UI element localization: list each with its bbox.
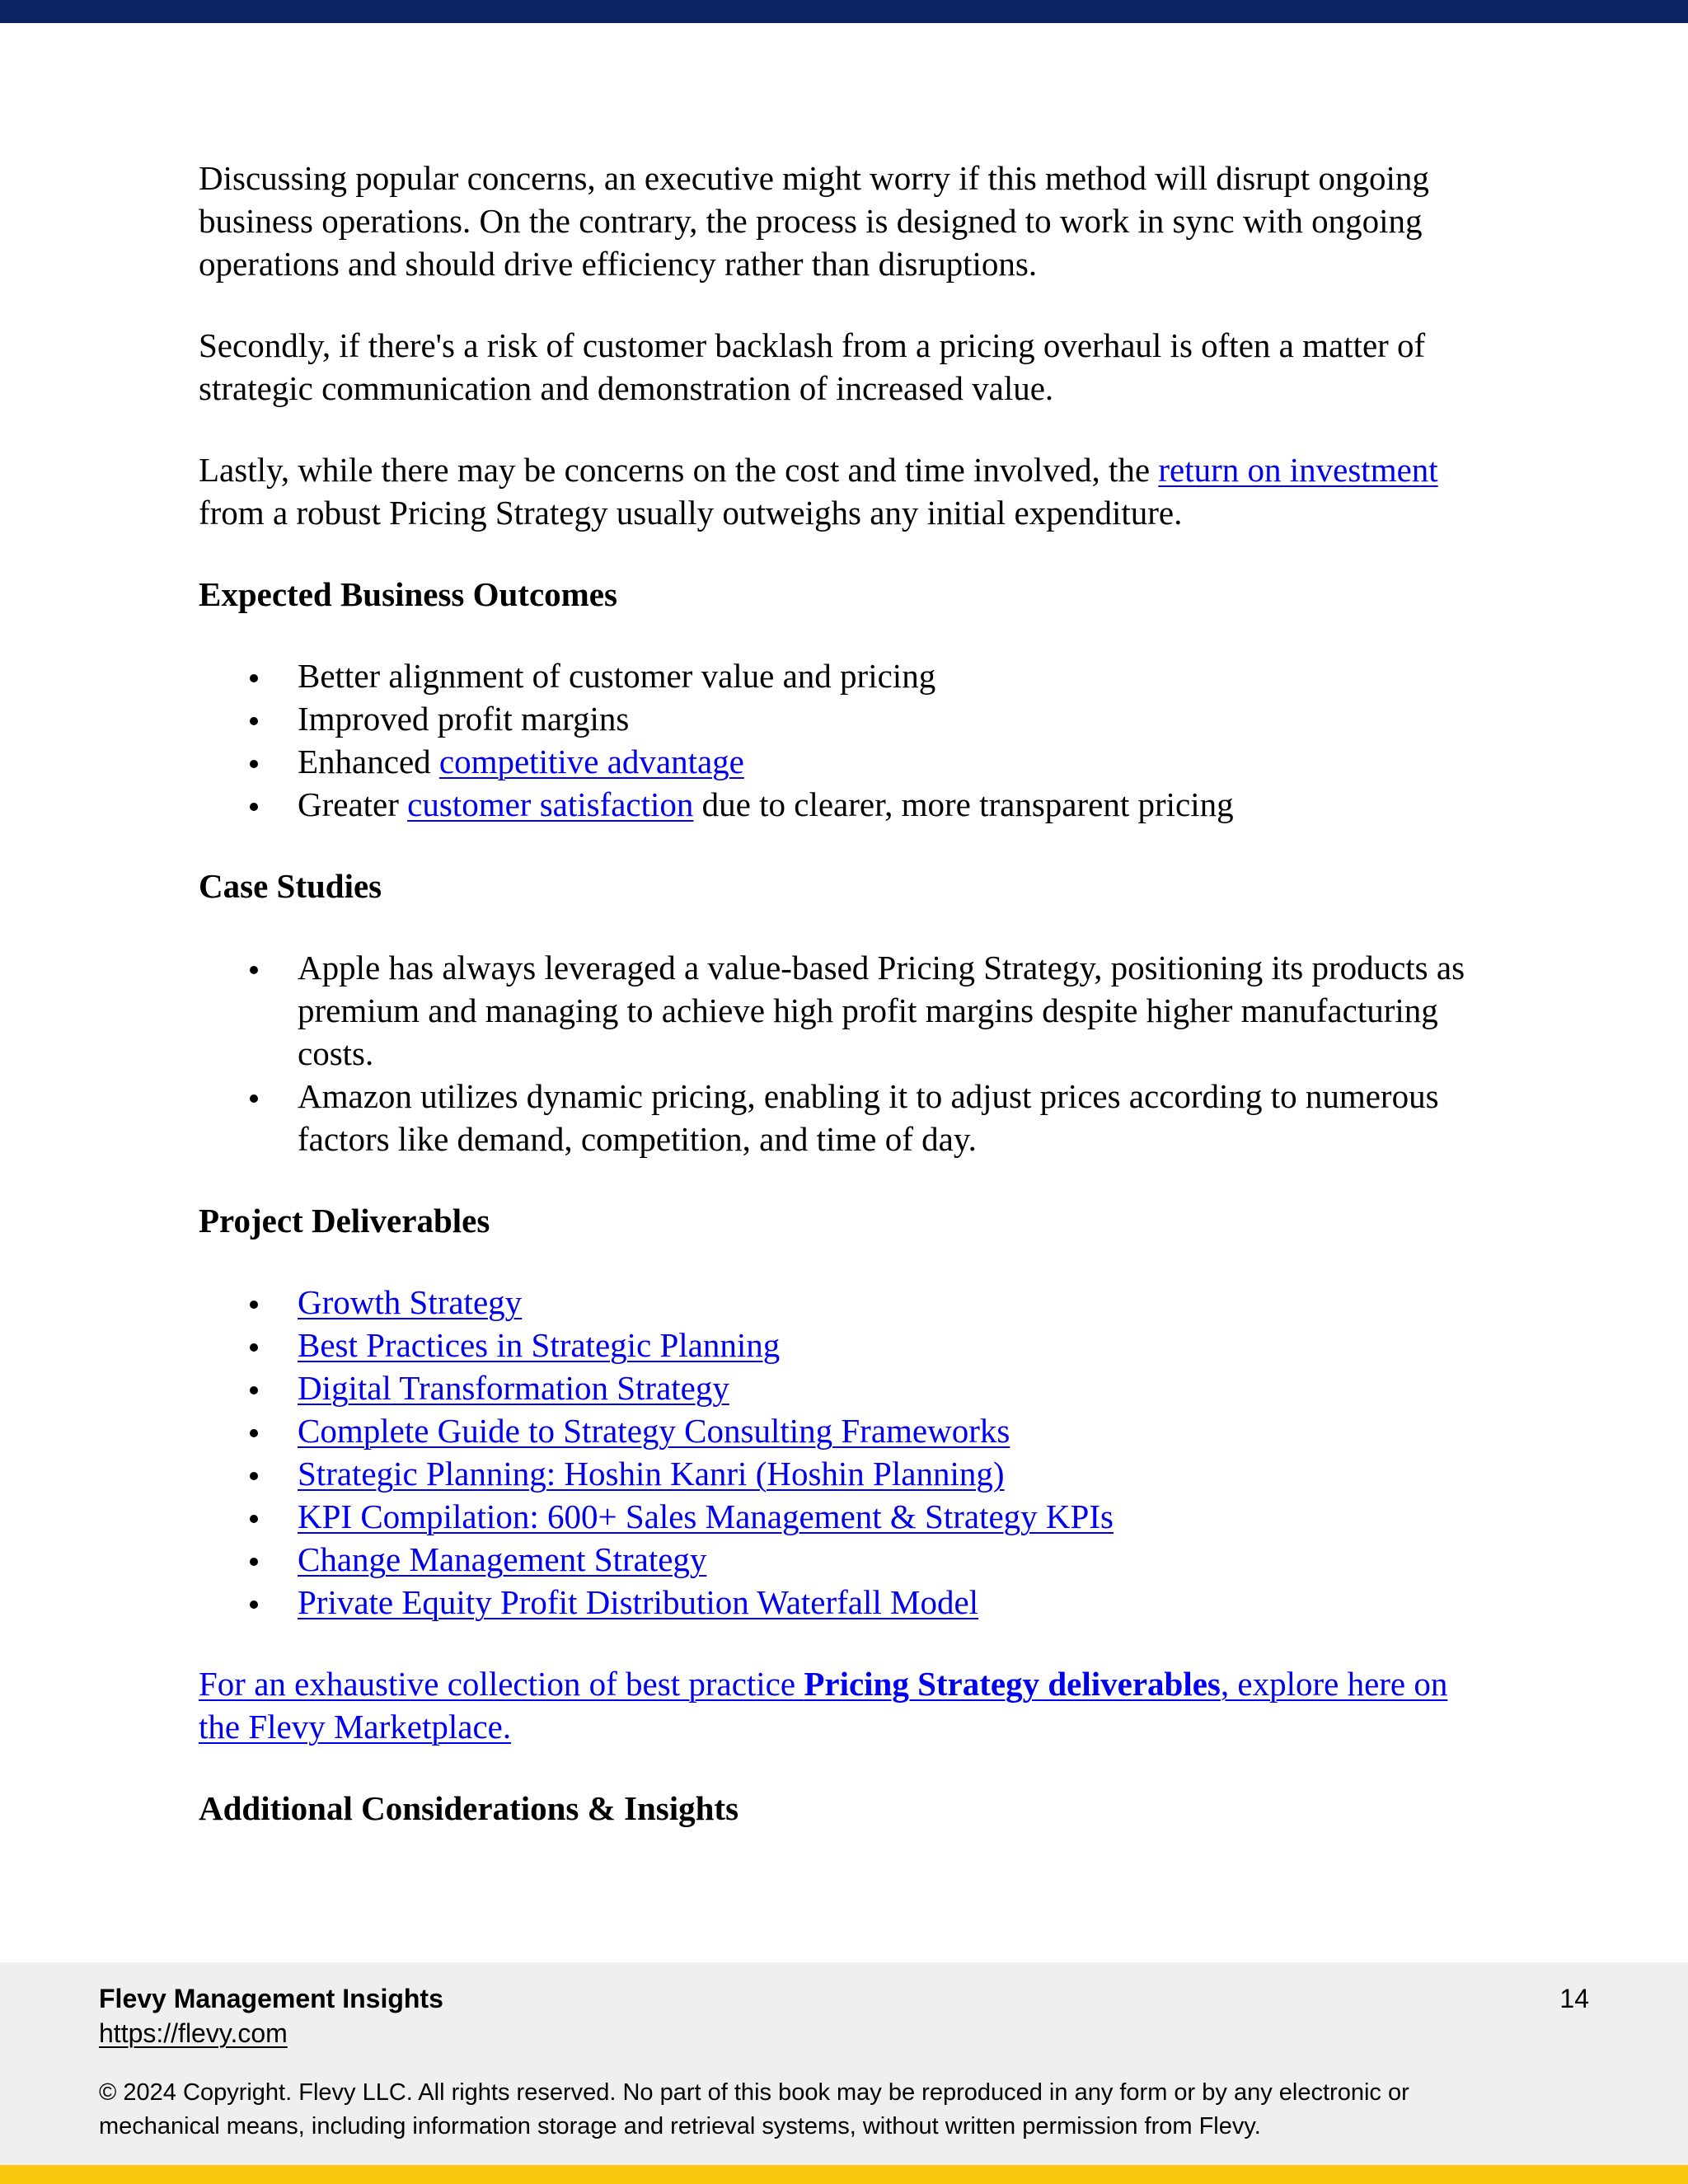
- list-item: [298, 654, 1493, 697]
- competitive-advantage-link[interactable]: competitive advantage: [438, 743, 744, 780]
- outcome-text-after: due to clearer, more transparent pricing: [693, 785, 1234, 823]
- list-item: [298, 1281, 1493, 1324]
- list-item: Apple has always leveraged a value-based Pricing Strategy, positioning its products as premium and managing to achieve high profit margins despite higher manufacturing costs.: [298, 946, 1493, 1075]
- paragraph-cost-before: Lastly, while there may be concerns on the cost and time involved, the: [199, 451, 1159, 489]
- deliverable-link[interactable]: Private Equity Profit Distribution Waterfall Model: [298, 1583, 979, 1621]
- outcomes-heading: Expected Business Outcomes: [199, 575, 617, 613]
- list-item: [298, 1409, 1493, 1452]
- bottom-accent-bar: [0, 2165, 1688, 2184]
- customer-satisfaction-link[interactable]: customer satisfaction: [407, 785, 694, 823]
- page-footer: [0, 1962, 1688, 2165]
- outcome-text-before: Enhanced: [298, 743, 439, 780]
- return-on-investment-link[interactable]: return on investment: [1158, 451, 1438, 489]
- deliverables-heading: Project Deliverables: [199, 1202, 490, 1240]
- deliverable-link[interactable]: KPI Compilation: 600+ Sales Management & Strategy KPIs: [298, 1497, 1114, 1535]
- list-item: [298, 697, 1493, 740]
- deliverable-link[interactable]: Digital Transformation Strategy: [298, 1369, 729, 1407]
- paragraph-disruption: Discussing popular concerns, an executive might worry if this method will disrupt ongoing business operations. On the contrary, the process is designed to work in sync with ongoing operations and should drive efficiency rather than disruptions.: [199, 159, 1429, 283]
- list-item: [298, 740, 1493, 783]
- list-item: [298, 1581, 1493, 1624]
- deliverable-link[interactable]: Growth Strategy: [298, 1283, 523, 1321]
- flevy-url-link[interactable]: https://flevy.com: [99, 2018, 288, 2048]
- list-item: [298, 1366, 1493, 1409]
- explore-before: For an exhaustive collection of best practice: [199, 1665, 804, 1703]
- paragraph-cost-after: from a robust Pricing Strategy usually outweighs any initial expenditure.: [199, 494, 1183, 532]
- deliverable-link[interactable]: Change Management Strategy: [298, 1540, 707, 1578]
- case-studies-list: [199, 946, 1493, 1160]
- flevy-marketplace-link[interactable]: [199, 1665, 1447, 1746]
- explore-paragraph: [199, 1662, 1493, 1748]
- case-studies-heading: Case Studies: [199, 867, 382, 905]
- list-item: [298, 1452, 1493, 1495]
- page-number: 14: [1559, 1984, 1589, 2013]
- explore-bold: Pricing Strategy deliverables: [804, 1665, 1221, 1703]
- list-item: Amazon utilizes dynamic pricing, enabling it to adjust prices according to numerous factors like demand, competition, and time of day.: [298, 1075, 1493, 1160]
- page-content: [199, 157, 1493, 1868]
- deliverable-link[interactable]: Strategic Planning: Hoshin Kanri (Hoshin Planning): [298, 1455, 1005, 1493]
- outcome-text-before: Greater: [298, 785, 408, 823]
- copyright-notice: © 2024 Copyright. Flevy LLC. All rights reserved. No part of this book may be reproduced in any form or by any electronic or mechanical means, including information storage and retrieval systems, without written permission from Flevy.: [99, 2079, 1409, 2139]
- list-item: [298, 1324, 1493, 1366]
- top-accent-bar: [0, 0, 1688, 23]
- outcome-text: Better alignment of customer value and pricing: [298, 657, 936, 695]
- explore-after: , explore here on the Flevy Marketplace.: [199, 1665, 1448, 1746]
- deliverables-list: [199, 1281, 1493, 1624]
- footer-url: [99, 2017, 288, 2050]
- deliverable-link[interactable]: Complete Guide to Strategy Consulting Frameworks: [298, 1412, 1010, 1450]
- list-item: [298, 1538, 1493, 1581]
- footer-title: Flevy Management Insights: [99, 1984, 443, 2013]
- additional-heading: Additional Considerations & Insights: [199, 1789, 739, 1827]
- deliverable-link[interactable]: Best Practices in Strategic Planning: [298, 1326, 781, 1364]
- paragraph-backlash: Secondly, if there's a risk of customer backlash from a pricing overhaul is often a matter of strategic communication and demonstration of increased value.: [199, 326, 1426, 407]
- list-item: [298, 1495, 1493, 1538]
- outcomes-list: [199, 654, 1493, 826]
- outcome-text: Improved profit margins: [298, 700, 630, 738]
- list-item: [298, 783, 1493, 826]
- paragraph-cost: [199, 448, 1493, 534]
